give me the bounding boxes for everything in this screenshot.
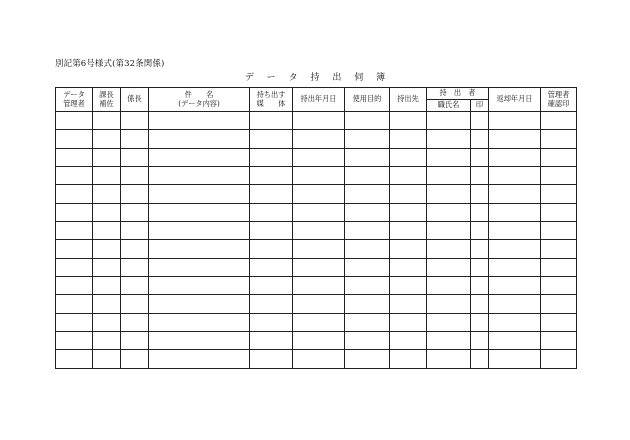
header-manager-confirm: 管理者 確認印 (541, 88, 577, 112)
entry-cell[interactable] (149, 313, 250, 331)
entry-cell[interactable] (541, 295, 577, 313)
entry-cell[interactable] (93, 167, 121, 185)
entry-cell[interactable] (121, 258, 149, 276)
entry-cell[interactable] (250, 222, 293, 240)
entry-cell[interactable] (149, 203, 250, 221)
entry-cell[interactable] (489, 167, 541, 185)
entry-cell[interactable] (56, 240, 93, 258)
entry-cell[interactable] (250, 277, 293, 295)
entry-cell[interactable] (345, 277, 390, 295)
entry-cell[interactable] (345, 112, 390, 130)
entry-cell[interactable] (250, 185, 293, 203)
table-row (56, 222, 577, 240)
entry-cell[interactable] (93, 313, 121, 331)
header-carrier: 持 出 者 (427, 88, 489, 100)
table-row (56, 167, 577, 185)
form-label: 別記第6号様式(第32条関係) (55, 59, 165, 69)
entry-cell[interactable] (489, 258, 541, 276)
entry-cell[interactable] (471, 277, 489, 295)
entry-cell[interactable] (345, 332, 390, 350)
entry-cell[interactable] (427, 313, 471, 331)
entry-cell[interactable] (149, 185, 250, 203)
entry-cell[interactable] (471, 130, 489, 148)
entry-cell[interactable] (293, 167, 345, 185)
entry-cell[interactable] (250, 258, 293, 276)
entry-cell[interactable] (427, 350, 471, 369)
entry-cell[interactable] (541, 332, 577, 350)
entry-cell[interactable] (541, 203, 577, 221)
form-title (0, 70, 630, 83)
ledger-table (55, 87, 577, 369)
entry-cell[interactable] (541, 167, 577, 185)
entry-cell[interactable] (149, 167, 250, 185)
entry-cell[interactable] (93, 112, 121, 130)
entry-cell[interactable] (541, 222, 577, 240)
entry-cell[interactable] (149, 112, 250, 130)
entry-cell[interactable] (489, 185, 541, 203)
entry-cell[interactable] (250, 112, 293, 130)
entry-cell[interactable] (489, 313, 541, 331)
entry-cell[interactable] (93, 240, 121, 258)
entry-cell[interactable] (293, 240, 345, 258)
entry-cell[interactable] (293, 258, 345, 276)
header-data-manager: データ 管理者 (56, 88, 93, 112)
entry-cell[interactable] (149, 258, 250, 276)
entry-cell[interactable] (489, 130, 541, 148)
header-destination: 持出先 (390, 88, 427, 112)
entry-cell[interactable] (293, 277, 345, 295)
entry-cell[interactable] (345, 258, 390, 276)
entry-cell[interactable] (541, 240, 577, 258)
entry-cell[interactable] (345, 350, 390, 369)
entry-cell[interactable] (149, 148, 250, 166)
entry-cell[interactable] (121, 222, 149, 240)
entry-cell[interactable] (250, 350, 293, 369)
entry-cell[interactable] (56, 112, 93, 130)
entry-cell[interactable] (56, 258, 93, 276)
entry-cell[interactable] (121, 148, 149, 166)
entry-cell[interactable] (541, 313, 577, 331)
entry-cell[interactable] (471, 240, 489, 258)
entry-cell[interactable] (121, 350, 149, 369)
entry-cell[interactable] (471, 222, 489, 240)
entry-cell[interactable] (345, 148, 390, 166)
entry-cell[interactable] (250, 332, 293, 350)
table-row (56, 185, 577, 203)
entry-cell[interactable] (345, 167, 390, 185)
entry-cell[interactable] (121, 240, 149, 258)
table-row (56, 130, 577, 148)
entry-cell[interactable] (489, 350, 541, 369)
entry-cell[interactable] (250, 240, 293, 258)
header-carrier-seal: 印 (471, 100, 489, 112)
header-return-date: 返却年月日 (489, 88, 541, 112)
entry-cell[interactable] (149, 295, 250, 313)
entry-cell[interactable] (56, 167, 93, 185)
entry-cell[interactable] (345, 313, 390, 331)
entry-cell[interactable] (541, 258, 577, 276)
entry-cell[interactable] (56, 295, 93, 313)
entry-cell[interactable] (541, 130, 577, 148)
entry-cell[interactable] (345, 185, 390, 203)
entry-cell[interactable] (250, 203, 293, 221)
header-section-deputy: 課長 補佐 (93, 88, 121, 112)
entry-cell[interactable] (121, 295, 149, 313)
table-row (56, 203, 577, 221)
entry-cell[interactable] (390, 167, 427, 185)
entry-cell[interactable] (149, 277, 250, 295)
table-row (56, 148, 577, 166)
entry-cell[interactable] (427, 258, 471, 276)
entry-cell[interactable] (121, 332, 149, 350)
entry-cell[interactable] (390, 203, 427, 221)
entry-cell[interactable] (293, 185, 345, 203)
entry-cell[interactable] (471, 148, 489, 166)
entry-cell[interactable] (93, 332, 121, 350)
entry-cell[interactable] (427, 203, 471, 221)
entry-cell[interactable] (293, 222, 345, 240)
entry-cell[interactable] (345, 222, 390, 240)
entry-cell[interactable] (121, 185, 149, 203)
entry-cell[interactable] (541, 148, 577, 166)
entry-cell[interactable] (541, 112, 577, 130)
entry-cell[interactable] (390, 332, 427, 350)
entry-cell[interactable] (427, 295, 471, 313)
entry-cell[interactable] (149, 350, 250, 369)
entry-cell[interactable] (149, 222, 250, 240)
entry-cell[interactable] (471, 203, 489, 221)
entry-cell[interactable] (427, 222, 471, 240)
entry-cell[interactable] (293, 350, 345, 369)
entry-cell[interactable] (471, 295, 489, 313)
entry-cell[interactable] (56, 222, 93, 240)
entry-cell[interactable] (489, 148, 541, 166)
entry-cell[interactable] (93, 203, 121, 221)
entry-cell[interactable] (489, 277, 541, 295)
entry-cell[interactable] (390, 130, 427, 148)
entry-cell[interactable] (293, 313, 345, 331)
table-row (56, 350, 577, 369)
entry-cell[interactable] (56, 148, 93, 166)
entry-cell[interactable] (427, 112, 471, 130)
entry-cell[interactable] (121, 203, 149, 221)
entry-cell[interactable] (56, 332, 93, 350)
entry-cell[interactable] (250, 148, 293, 166)
title-char: 持 (310, 73, 320, 83)
entry-cell[interactable] (427, 185, 471, 203)
entry-cell[interactable] (121, 167, 149, 185)
entry-cell[interactable] (427, 130, 471, 148)
entry-cell[interactable] (93, 185, 121, 203)
entry-cell[interactable] (250, 167, 293, 185)
title-char: タ (288, 73, 298, 83)
entry-cell[interactable] (250, 130, 293, 148)
entry-cell[interactable] (427, 277, 471, 295)
entry-cell[interactable] (471, 185, 489, 203)
table-row (56, 112, 577, 130)
entry-cell[interactable] (293, 112, 345, 130)
entry-cell[interactable] (471, 112, 489, 130)
entry-cell[interactable] (56, 350, 93, 369)
entry-cell[interactable] (121, 313, 149, 331)
title-char: デ (244, 73, 254, 83)
entry-cell[interactable] (93, 258, 121, 276)
title-char: 伺 (354, 73, 364, 83)
entry-cell[interactable] (93, 277, 121, 295)
entry-cell[interactable] (489, 222, 541, 240)
entry-cell[interactable] (390, 222, 427, 240)
table-row (56, 240, 577, 258)
entry-cell[interactable] (471, 258, 489, 276)
entry-cell[interactable] (250, 295, 293, 313)
entry-cell[interactable] (56, 203, 93, 221)
entry-cell[interactable] (56, 130, 93, 148)
entry-cell[interactable] (471, 167, 489, 185)
ledger-body (56, 112, 577, 369)
header-carrier-name: 職氏名 (427, 100, 471, 112)
entry-cell[interactable] (345, 130, 390, 148)
entry-cell[interactable] (93, 350, 121, 369)
entry-cell[interactable] (390, 350, 427, 369)
entry-cell[interactable] (541, 185, 577, 203)
table-row (56, 313, 577, 331)
table-row (56, 295, 577, 313)
entry-cell[interactable] (56, 277, 93, 295)
entry-cell[interactable] (293, 203, 345, 221)
entry-cell[interactable] (489, 240, 541, 258)
entry-cell[interactable] (149, 332, 250, 350)
entry-cell[interactable] (427, 332, 471, 350)
entry-cell[interactable] (121, 277, 149, 295)
entry-cell[interactable] (427, 148, 471, 166)
entry-cell[interactable] (345, 240, 390, 258)
entry-cell[interactable] (93, 148, 121, 166)
entry-cell[interactable] (390, 148, 427, 166)
entry-cell[interactable] (149, 240, 250, 258)
title-char: 出 (332, 73, 342, 83)
entry-cell[interactable] (293, 148, 345, 166)
entry-cell[interactable] (93, 130, 121, 148)
header-date-out: 持出年月日 (293, 88, 345, 112)
entry-cell[interactable] (427, 167, 471, 185)
header-subject: 件 名 (データ内容) (149, 88, 250, 112)
header-purpose: 使用目的 (345, 88, 390, 112)
table-row (56, 277, 577, 295)
header-media: 持ち出す 媒 体 (250, 88, 293, 112)
entry-cell[interactable] (489, 295, 541, 313)
entry-cell[interactable] (390, 277, 427, 295)
entry-cell[interactable] (121, 112, 149, 130)
entry-cell[interactable] (489, 332, 541, 350)
title-char: 簿 (376, 73, 386, 83)
entry-cell[interactable] (121, 130, 149, 148)
entry-cell[interactable] (93, 295, 121, 313)
entry-cell[interactable] (471, 313, 489, 331)
entry-cell[interactable] (390, 240, 427, 258)
header-chief: 係長 (121, 88, 149, 112)
entry-cell[interactable] (390, 185, 427, 203)
entry-cell[interactable] (293, 130, 345, 148)
entry-cell[interactable] (390, 258, 427, 276)
entry-cell[interactable] (390, 295, 427, 313)
entry-cell[interactable] (56, 185, 93, 203)
entry-cell[interactable] (293, 295, 345, 313)
entry-cell[interactable] (149, 130, 250, 148)
table-row (56, 258, 577, 276)
entry-cell[interactable] (293, 332, 345, 350)
entry-cell[interactable] (390, 313, 427, 331)
entry-cell[interactable] (345, 203, 390, 221)
entry-cell[interactable] (250, 313, 293, 331)
entry-cell[interactable] (489, 112, 541, 130)
entry-cell[interactable] (541, 350, 577, 369)
entry-cell[interactable] (541, 277, 577, 295)
entry-cell[interactable] (390, 112, 427, 130)
entry-cell[interactable] (471, 350, 489, 369)
entry-cell[interactable] (345, 295, 390, 313)
entry-cell[interactable] (56, 313, 93, 331)
entry-cell[interactable] (471, 332, 489, 350)
entry-cell[interactable] (93, 222, 121, 240)
title-char: ー (266, 73, 276, 83)
entry-cell[interactable] (427, 240, 471, 258)
table-row (56, 332, 577, 350)
entry-cell[interactable] (489, 203, 541, 221)
